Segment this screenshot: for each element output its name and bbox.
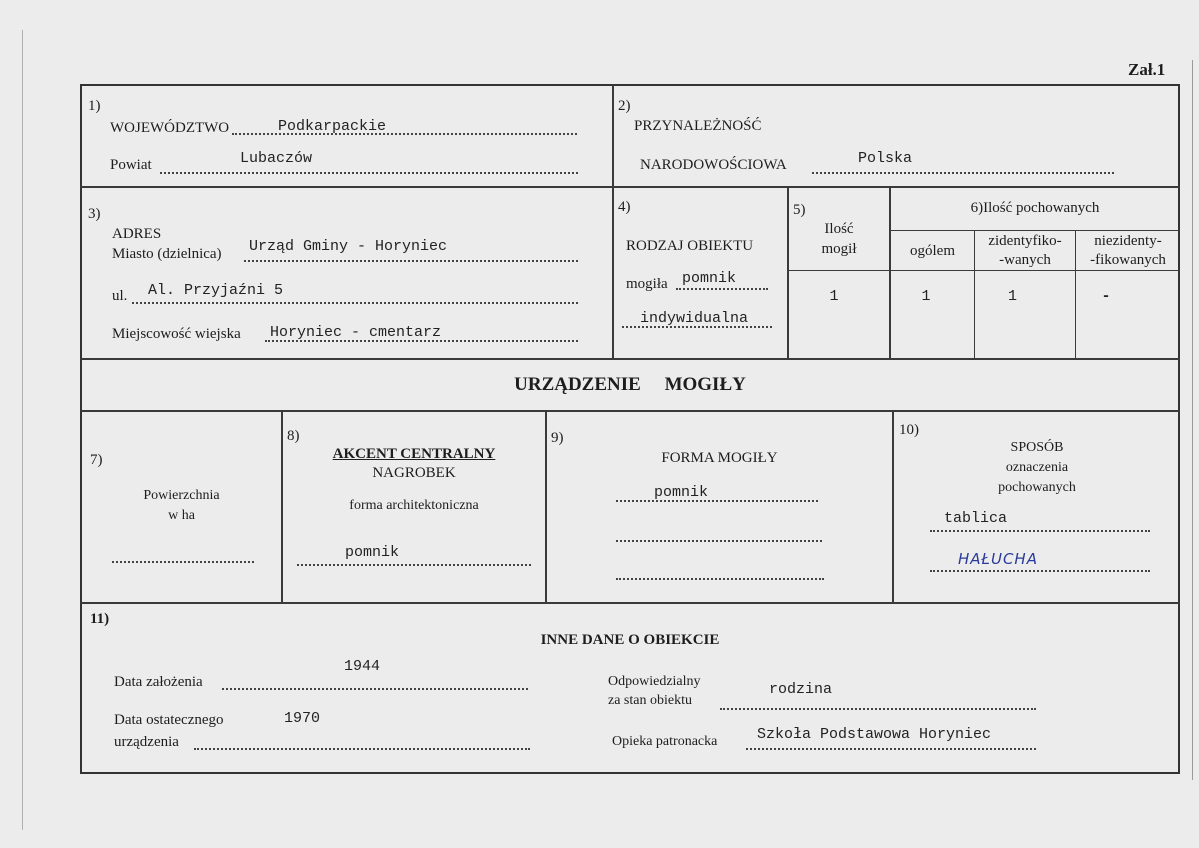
grave-arrangement-title: URZĄDZENIE MOGIŁY — [514, 374, 746, 395]
section7-number: 7) — [90, 452, 103, 468]
village-value: Horyniec - cmentarz — [270, 324, 442, 341]
patron-label: Opieka patronacka — [612, 734, 718, 749]
city-value: Urząd Gminy - Horyniec — [249, 238, 448, 255]
patron-value: Szkoła Podstawowa Horyniec — [757, 726, 992, 743]
section9-number: 9) — [551, 430, 564, 446]
col-divider-8-9 — [545, 410, 547, 604]
central-accent-title: AKCENT CENTRALNY — [332, 446, 496, 462]
attachment-label: Zał.1 — [1128, 60, 1166, 79]
county-value: Lubaczów — [240, 150, 313, 167]
section3-number: 3) — [88, 206, 101, 222]
street-label: ul. — [112, 288, 128, 304]
address-label: ADRES — [112, 226, 162, 242]
buried-unidentified-header-line1: niezidenty- — [1094, 233, 1162, 249]
area-dots — [112, 561, 254, 563]
marking-value: tablica — [944, 510, 1008, 527]
last-arrangement-dots — [194, 748, 530, 750]
architectural-form-value: pomnik — [345, 544, 400, 561]
section1-number: 1) — [88, 98, 101, 114]
nationality-dots — [812, 172, 1114, 174]
section4-number: 4) — [618, 199, 631, 215]
row-divider-1 — [80, 186, 1180, 188]
voivodeship-label: WOJEWÓDZTWO — [110, 120, 230, 136]
street-value: Al. Przyjaźni 5 — [148, 282, 284, 299]
grave-form-value: pomnik — [654, 484, 709, 501]
city-label: Miasto (dzielnica) — [112, 246, 222, 262]
responsible-dots — [720, 708, 1036, 710]
col-divider-4-5 — [787, 186, 789, 360]
col-divider-1-2 — [612, 84, 614, 360]
county-dots — [160, 172, 578, 174]
graves-count-label-line1: Ilość — [824, 221, 854, 237]
grave-form-dots-3 — [616, 578, 824, 580]
row-divider-5-sub — [788, 270, 1180, 271]
grave-dots — [676, 288, 768, 290]
grave-value: pomnik — [682, 270, 737, 287]
street-dots — [132, 302, 578, 304]
tombstone-subtitle: NAGROBEK — [372, 465, 456, 481]
buried-total-value: 1 — [921, 288, 931, 305]
buried-identified-header-line2: -wanych — [999, 252, 1051, 268]
architectural-form-dots — [297, 564, 531, 566]
row-divider-2 — [80, 358, 1180, 360]
marking-handwritten-value: HAŁUCHA — [958, 550, 1038, 568]
grave-form-dots-1 — [616, 500, 818, 502]
founded-label: Data założenia — [114, 674, 203, 690]
responsible-label-line2: za stan obiektu — [608, 693, 692, 708]
marking-dots-2 — [930, 570, 1150, 572]
founded-dots — [222, 688, 528, 690]
scan-edge-right — [1192, 60, 1193, 780]
buried-total-header: ogólem — [910, 243, 955, 259]
section11-number: 11) — [90, 611, 110, 627]
last-arrangement-value: 1970 — [284, 710, 321, 727]
nationality-label-line1: PRZYNALEŻNOŚĆ — [634, 118, 762, 134]
grave-value-2: indywidualna — [640, 310, 749, 327]
area-label-line2: w ha — [168, 508, 195, 523]
section8-number: 8) — [287, 428, 300, 444]
founded-value: 1944 — [344, 658, 381, 675]
nationality-label-line2: NARODOWOŚCIOWA — [640, 157, 787, 173]
graves-count-value: 1 — [829, 288, 839, 305]
area-label-line1: Powierzchnia — [143, 488, 220, 503]
buried-identified-value: 1 — [1007, 288, 1017, 305]
section10-number: 10) — [899, 422, 919, 438]
grave-form-label: FORMA MOGIŁY — [661, 450, 778, 466]
buried-count-header: 6)Ilość pochowanych — [970, 200, 1100, 216]
row-divider-6-sub — [890, 230, 1180, 231]
buried-identified-header-line1: zidentyfiko- — [988, 233, 1062, 249]
last-arrangement-label-line1: Data ostatecznego — [114, 712, 224, 728]
nationality-value: Polska — [858, 150, 913, 167]
marking-label-line3: pochowanych — [998, 480, 1076, 495]
village-label: Miejscowość wiejska — [112, 326, 241, 342]
row-divider-4 — [80, 602, 1180, 604]
row-divider-3 — [80, 410, 1180, 412]
marking-dots-1 — [930, 530, 1150, 532]
section2-number: 2) — [618, 98, 631, 114]
voivodeship-value: Podkarpackie — [278, 118, 387, 135]
buried-unidentified-header-line2: -fikowanych — [1090, 252, 1166, 268]
scan-edge-left — [22, 30, 23, 830]
responsible-label-line1: Odpowiedzialny — [608, 674, 701, 689]
city-dots — [244, 260, 578, 262]
architectural-form-label: forma architektoniczna — [349, 498, 479, 513]
marking-label-line2: oznaczenia — [1005, 460, 1069, 475]
grave-form-dots-2 — [616, 540, 822, 542]
marking-label-line1: SPOSÓB — [1010, 440, 1064, 455]
section5-number: 5) — [793, 202, 806, 218]
buried-unidentified-value: - — [1101, 288, 1111, 305]
object-type-label: RODZAJ OBIEKTU — [626, 238, 754, 254]
county-label: Powiat — [110, 157, 152, 173]
last-arrangement-label-line2: urządzenia — [114, 734, 179, 750]
other-data-title: INNE DANE O OBIEKCIE — [540, 632, 720, 648]
responsible-value: rodzina — [769, 681, 833, 698]
graves-count-label-line2: mogił — [821, 241, 857, 257]
grave-label: mogiła — [626, 276, 668, 292]
patron-dots — [746, 748, 1036, 750]
